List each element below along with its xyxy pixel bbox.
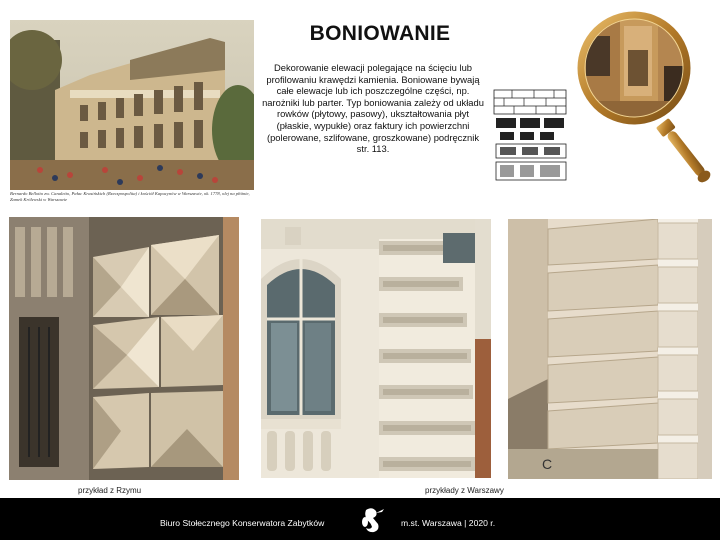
rome-photo-label: przykład z Rzymu — [78, 486, 142, 495]
warsaw-photo-label: przykłady z Warszawy — [425, 486, 504, 495]
warsaw-mermaid-logo-icon — [356, 504, 388, 536]
rustication-drawings-image — [490, 88, 570, 183]
description-text: Dekorowanie elewacji polegające na ścięciu lub profilowaniu krawędzi kamienia. Boniowane bywają całe elewacje lub ich poszczególne części, np. narożniki lub parter. Typ boniowania zależy od układu rowków (płytowy, pasowy), ukształtowania płyt (płaskie, wypukłe) oraz faktury ich powierzchni (polerowane, szlifowane, groszkowane) podręcznik str. 113. — [262, 62, 484, 155]
page-title: BONIOWANIE — [309, 22, 451, 45]
painting-caption: Bernardo Bellotto zw. Canaletto, Pałac Krasińskich (Rzeczpospolita) i kościół Kapucynów w Warszawie, ok. 1778, olej na płótnie, Zamek Królewski w Warszawie — [10, 191, 250, 202]
svg-text:C: C — [542, 456, 553, 472]
footer-office-name: Biuro Stołecznego Konserwatora Zabytków — [160, 518, 325, 528]
rome-rustication-photo — [9, 217, 239, 480]
warsaw-street-photo — [508, 219, 712, 479]
warsaw-window-photo — [261, 219, 491, 478]
bellotto-painting-image — [10, 20, 254, 190]
footer-city-year: m.st. Warszawa | 2020 r. — [401, 518, 496, 528]
magnifying-glass-icon — [576, 6, 712, 196]
